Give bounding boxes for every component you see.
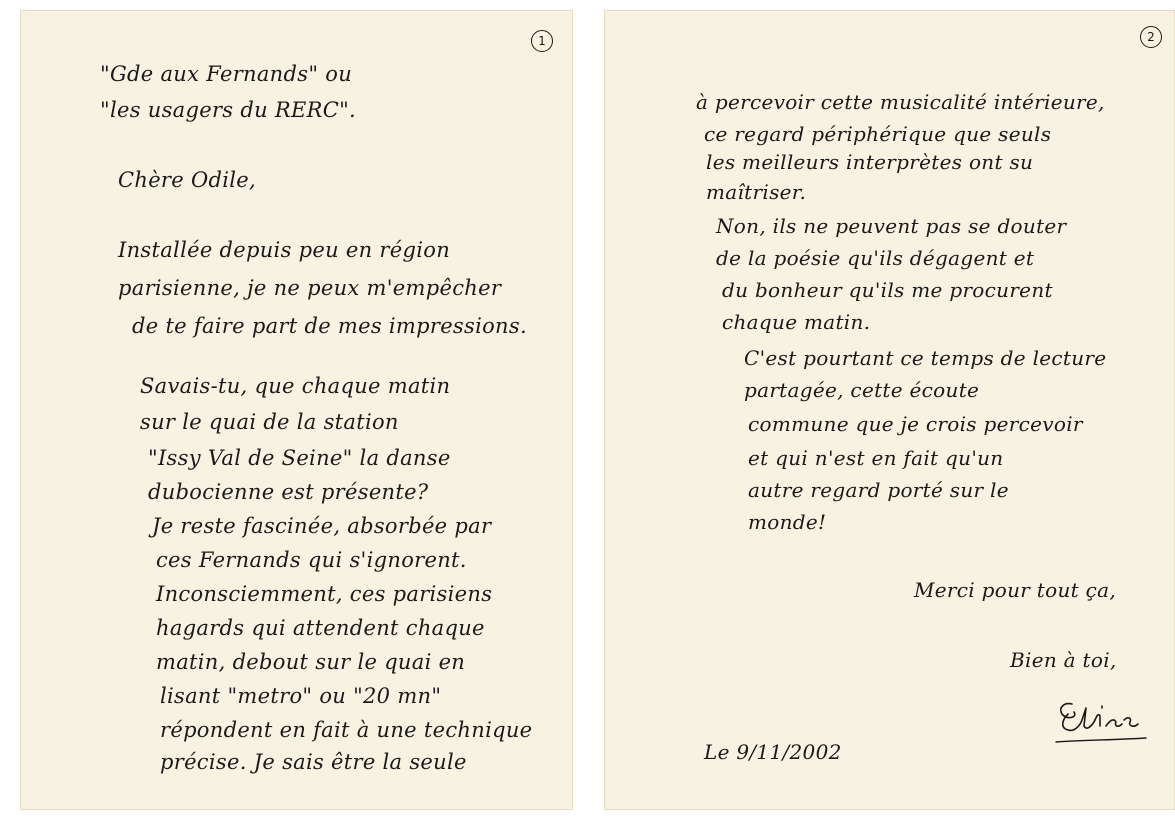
letter-line: à percevoir cette musicalité intérieure, (696, 90, 1105, 114)
letter-line: les meilleurs interprètes ont su (706, 150, 1034, 174)
letter-line: Inconsciemment, ces parisiens (156, 582, 493, 606)
letter-line: sur le quai de la station (140, 410, 399, 434)
letter-page-2 (604, 10, 1175, 810)
letter-line: maîtriser. (706, 180, 807, 204)
letter-line: monde! (748, 510, 827, 534)
letter-date: Le 9/11/2002 (704, 740, 842, 764)
letter-line: ce regard périphérique que seuls (704, 122, 1052, 146)
letter-line: précise. Je sais être la seule (160, 750, 467, 774)
letter-line: matin, debout sur le quai en (156, 650, 466, 674)
letter-line: Savais-tu, que chaque matin (140, 374, 451, 398)
signature (1044, 690, 1154, 750)
letter-line: lisant "metro" ou "20 mn" (160, 684, 442, 708)
letter-page-1 (20, 10, 573, 810)
letter-line: dubocienne est présente? (148, 480, 429, 504)
page-number-1: 1 (531, 30, 553, 52)
letter-line: parisienne, je ne peux m'empêcher (118, 276, 502, 300)
letter-line: commune que je crois percevoir (748, 412, 1083, 436)
letter-line: chaque matin. (722, 310, 871, 334)
title-line-1: "Gde aux Fernands" ou (100, 62, 353, 86)
letter-line: Installée depuis peu en région (118, 238, 451, 262)
letter-line: de la poésie qu'ils dégagent et (716, 246, 1035, 270)
letter-line: de te faire part de mes impressions. (132, 314, 527, 338)
letter-line: Je reste fascinée, absorbée par (152, 514, 492, 538)
letter-line: répondent en fait à une technique (160, 718, 533, 742)
letter-line: autre regard porté sur le (748, 478, 1009, 502)
letter-line: Non, ils ne peuvent pas se douter (716, 214, 1067, 238)
letter-line: et qui n'est en fait qu'un (748, 446, 1004, 470)
title-line-2: "les usagers du RERC". (100, 98, 357, 122)
letter-line: "Issy Val de Seine" la danse (148, 446, 451, 470)
salutation: Chère Odile, (118, 168, 256, 192)
letter-line: ces Fernands qui s'ignorent. (156, 548, 467, 572)
letter-line: du bonheur qu'ils me procurent (722, 278, 1053, 302)
page-number-2: 2 (1140, 26, 1162, 48)
closing-greeting: Bien à toi, (1010, 648, 1117, 672)
letter-line: partagée, cette écoute (744, 378, 980, 402)
letter-line: hagards qui attendent chaque (156, 616, 485, 640)
closing-thanks: Merci pour tout ça, (914, 578, 1117, 602)
letter-line: C'est pourtant ce temps de lecture (744, 346, 1107, 370)
